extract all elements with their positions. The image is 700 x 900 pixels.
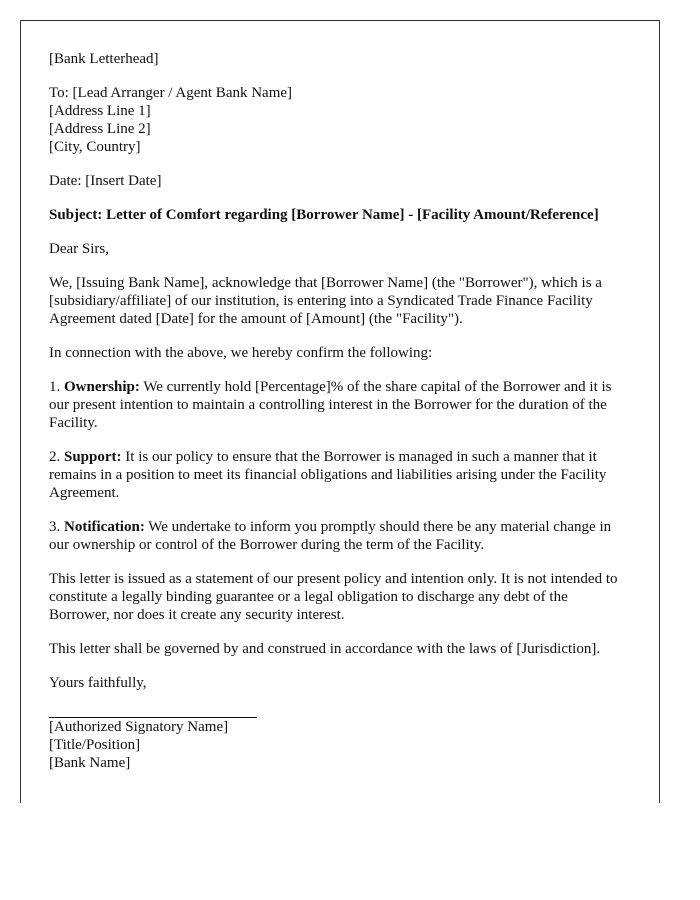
intro-paragraph: We, [Issuing Bank Name], acknowledge that [Borrower Name] (the "Borrower"), which is a [subsidiary/affiliate] of our institution, is entering into a Syndicated Trade Finance Facility Agreement dated [Date] for the amount of [Amount] (the "Facility").: [49, 275, 602, 327]
item-support: [49, 448, 631, 502]
signatory-name: [Authorized Signatory Name]: [49, 719, 229, 735]
signatory-block: [49, 718, 631, 772]
recipient-address-2: [Address Line 2]: [49, 121, 151, 137]
recipient-address-1: [Address Line 1]: [49, 103, 151, 119]
item-title: Ownership:: [64, 379, 140, 395]
letter-page: [20, 20, 660, 803]
item-title: Support:: [64, 449, 122, 465]
item-notification: [49, 518, 631, 554]
item-ownership: [49, 378, 631, 432]
item-number: 1.: [49, 379, 64, 395]
signatory-bank: [Bank Name]: [49, 755, 131, 771]
signatory-title: [Title/Position]: [49, 737, 141, 753]
item-number: 2.: [49, 449, 64, 465]
letter-subject: Subject: Letter of Comfort regarding [Borrower Name] - [Facility Amount/Reference]: [49, 207, 599, 223]
closing: Yours faithfully,: [49, 675, 147, 691]
confirm-intro: In connection with the above, we hereby confirm the following:: [49, 345, 433, 361]
salutation: Dear Sirs,: [49, 241, 109, 257]
item-title: Notification:: [64, 519, 145, 535]
recipient-to: To: [Lead Arranger / Agent Bank Name]: [49, 85, 293, 101]
item-number: 3.: [49, 519, 64, 535]
disclaimer-paragraph: This letter is issued as a statement of our present policy and intention only. It is not intended to constitute a legally binding guarantee or a legal obligation to discharge any debt of the Borrower, nor does it create any security interest.: [49, 571, 618, 623]
item-text: It is our policy to ensure that the Borrower is managed in such a manner that it remains in a position to meet its financial obligations and liabilities arising under the Facility Agreement.: [49, 449, 607, 501]
recipient-block: [49, 84, 631, 156]
letterhead: [Bank Letterhead]: [49, 51, 159, 67]
item-text: We currently hold [Percentage]% of the share capital of the Borrower and it is our present intention to maintain a controlling interest in the Borrower for the duration of the Facility.: [49, 379, 612, 431]
governing-law-paragraph: This letter shall be governed by and construed in accordance with the laws of [Jurisdiction].: [49, 641, 601, 657]
item-text: We undertake to inform you promptly should there be any material change in our ownership or control of the Borrower during the term of the Facility.: [49, 519, 612, 553]
letter-date: Date: [Insert Date]: [49, 173, 162, 189]
recipient-city: [City, Country]: [49, 139, 141, 155]
